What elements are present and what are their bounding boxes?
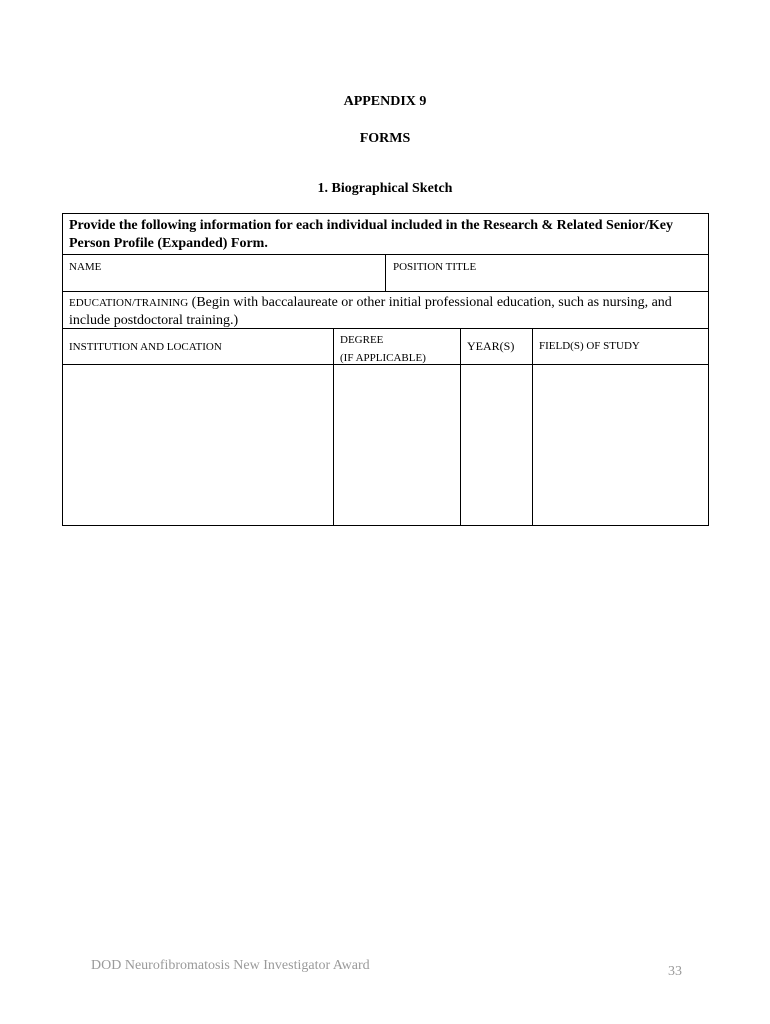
position-title-label: POSITION TITLE xyxy=(393,261,477,273)
education-label: EDUCATION/TRAINING xyxy=(69,297,189,309)
column-years: YEAR(S) xyxy=(461,329,533,364)
name-label: NAME xyxy=(69,261,102,273)
name-field[interactable] xyxy=(63,255,386,291)
education-table-body xyxy=(63,365,708,525)
appendix-heading: APPENDIX 9 xyxy=(343,94,427,109)
column-degree-line1: DEGREE xyxy=(340,334,384,346)
degree-input-cell[interactable] xyxy=(334,365,461,525)
column-institution: INSTITUTION AND LOCATION xyxy=(63,329,334,364)
education-table-header xyxy=(63,329,708,365)
years-input-cell[interactable] xyxy=(461,365,533,525)
biosketch-form xyxy=(62,213,709,526)
column-field: FIELD(S) OF STUDY xyxy=(539,340,640,352)
form-instruction: Provide the following information for each individual included in the Research & Related Senior/Key Person Profile (Expanded) Form. xyxy=(63,214,708,255)
education-text: (Begin with baccalaureate or other initial professional education, such as nursing, and include postdoctoral training.) xyxy=(69,295,672,328)
section-heading: 1. Biographical Sketch xyxy=(317,181,453,196)
field-input-cell[interactable] xyxy=(533,365,708,525)
column-degree-line2: (IF APPLICABLE) xyxy=(340,352,426,364)
education-description xyxy=(63,292,708,329)
position-title-field[interactable] xyxy=(386,255,708,291)
column-degree xyxy=(334,329,461,364)
institution-input-cell[interactable] xyxy=(63,365,334,525)
forms-heading: FORMS xyxy=(359,131,411,146)
name-position-row xyxy=(63,255,708,292)
footer-title: DOD Neurofibromatosis New Investigator Award xyxy=(91,958,370,973)
page-number: 33 xyxy=(668,964,682,979)
